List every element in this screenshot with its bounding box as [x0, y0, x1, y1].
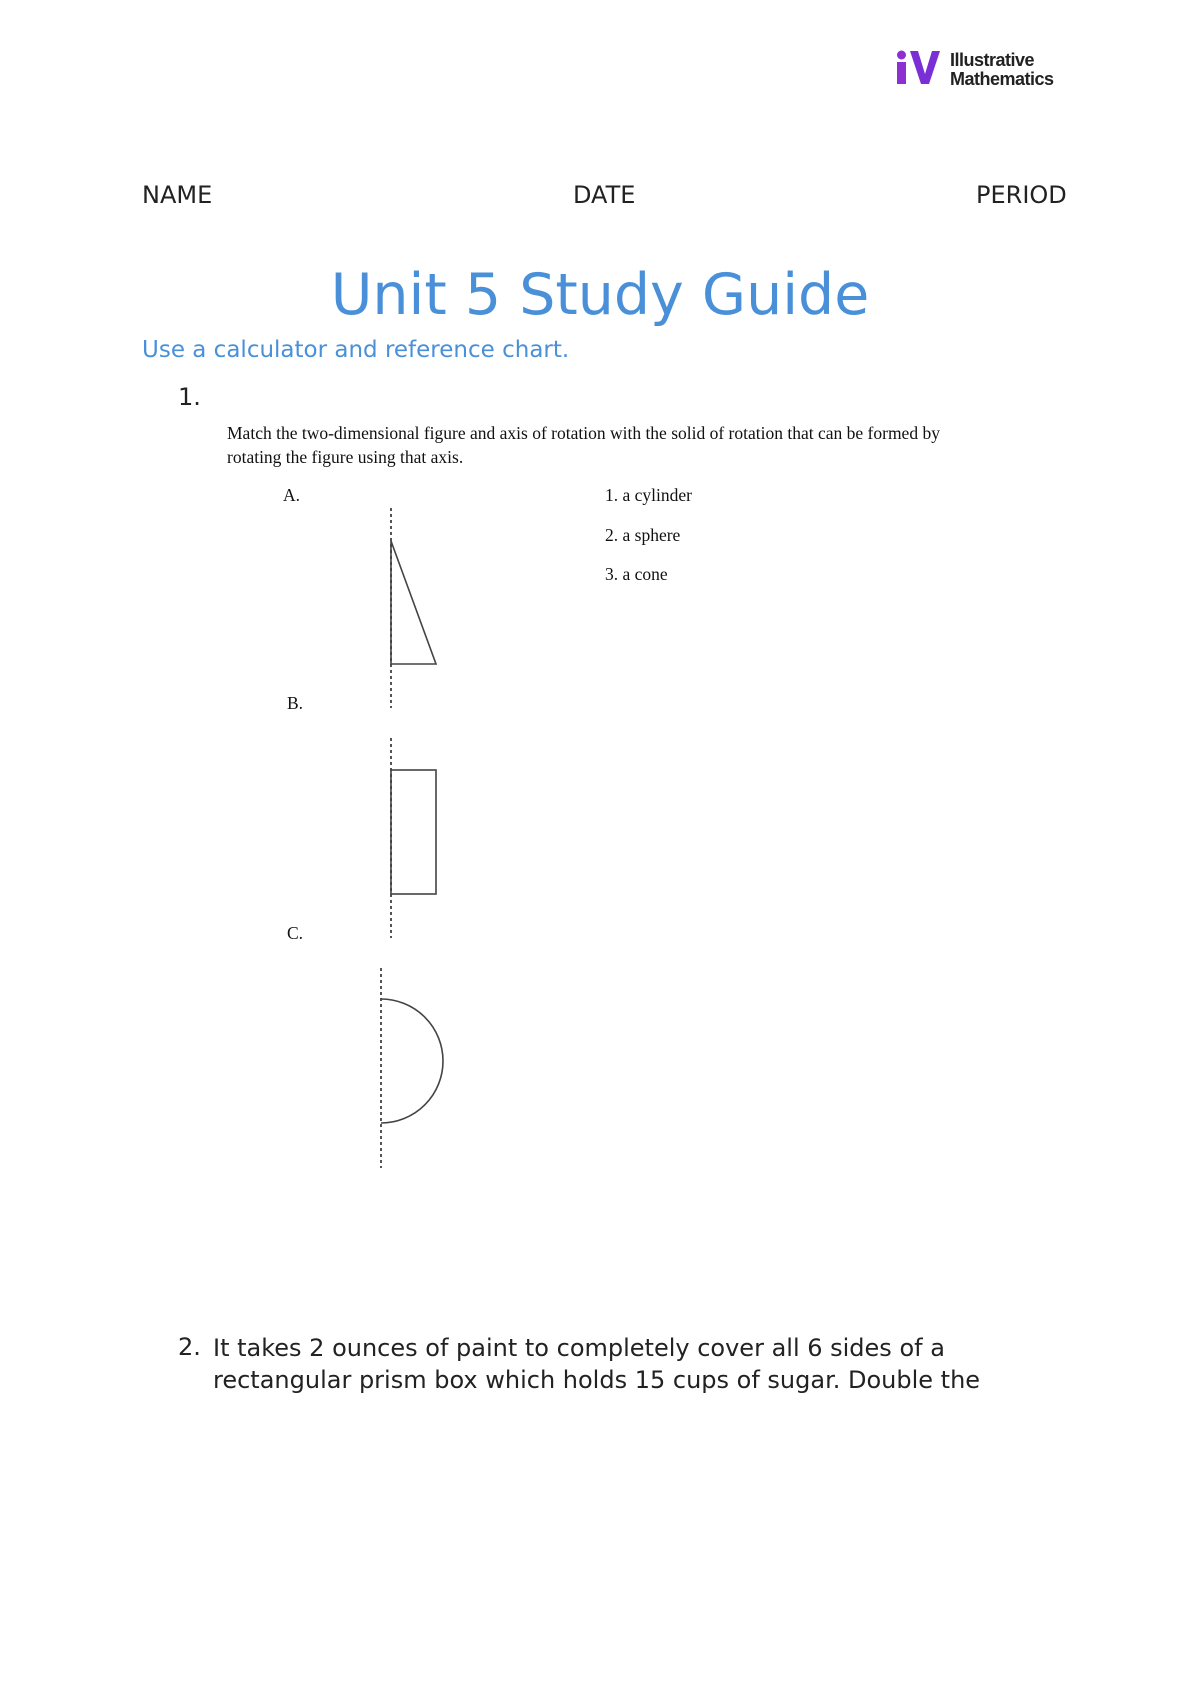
- option-sphere: 2. a sphere: [605, 525, 681, 545]
- date-label: DATE: [573, 181, 636, 209]
- option-cylinder: 1. a cylinder: [605, 485, 692, 505]
- name-label: NAME: [142, 181, 213, 209]
- semicircle-shape: [381, 999, 443, 1123]
- question-1-number: 1.: [178, 383, 201, 411]
- rectangle-icon: [391, 738, 436, 938]
- figure-a-label: A.: [283, 485, 301, 505]
- page-title: Unit 5 Study Guide: [330, 262, 870, 328]
- right-triangle-icon: [391, 508, 436, 708]
- question-1-prompt: Match the two-dimensional figure and axis of rotation with the solid of rotation that can be formed by rotating the figure using that axis.: [227, 423, 940, 467]
- logo-line-2: Mathematics: [950, 69, 1054, 89]
- figure-c-label: C.: [287, 923, 304, 943]
- question-2-text: It takes 2 ounces of paint to completely cover all 6 sides of a rectangular prism box which holds 15 cups of sugar. Double the: [213, 1334, 981, 1394]
- rectangle-shape: [391, 770, 436, 894]
- period-label: PERIOD: [976, 181, 1067, 209]
- semicircle-icon: [381, 968, 443, 1168]
- logo-line-1: Illustrative: [950, 50, 1035, 70]
- triangle-shape: [391, 541, 436, 664]
- question-2-number: 2.: [178, 1333, 201, 1361]
- option-cone: 3. a cone: [605, 564, 668, 584]
- figure-b-label: B.: [287, 693, 304, 713]
- page-subtitle: Use a calculator and reference chart.: [142, 337, 570, 363]
